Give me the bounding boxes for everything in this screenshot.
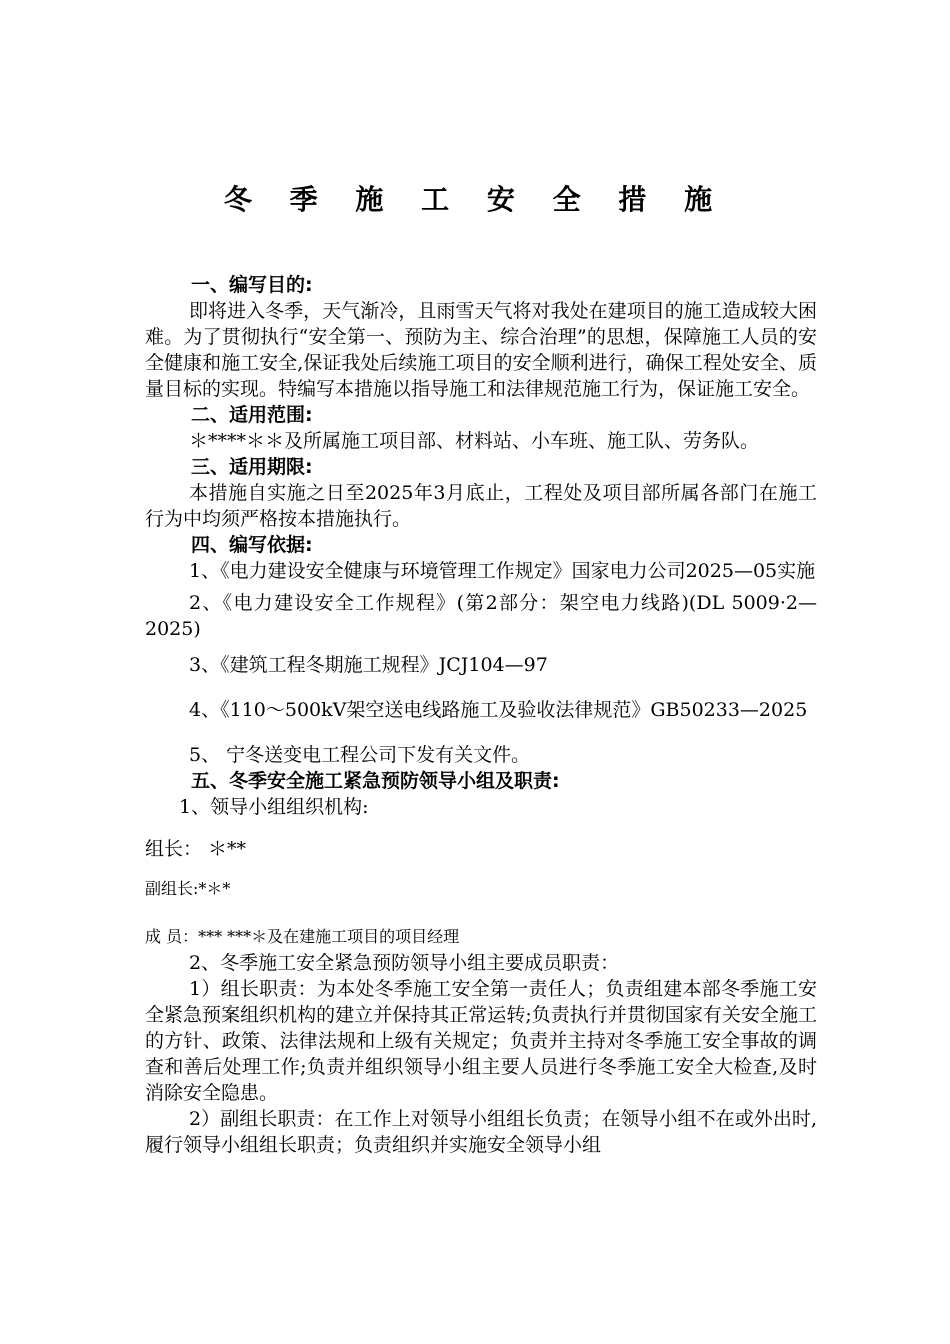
section-3-paragraph: 本措施自实施之日至2025年3月底止，工程处及项目部所属各部门在施工行为中均须严格按本措施执行。	[145, 482, 817, 530]
reference-item-5: 5、 宁冬送变电工程公司下发有关文件。	[189, 744, 531, 766]
reference-item-4: 4、《110～500kV架空送电线路施工及验收法律规范》GB50233—2025	[189, 699, 808, 721]
reference-item-2: 2、《电力建设安全工作规程》(第2部分：架空电力线路)(DL 5009·2—2025)	[145, 592, 817, 640]
document-title: 冬 季 施 工 安 全 措 施	[223, 183, 727, 216]
section-2-heading: 二、适用范围:	[191, 404, 313, 426]
deputy-duty-paragraph: 2）副组长职责：在工作上对领导小组组长负责；在领导小组不在或外出时,履行领导小组组长职责；负责组织并实施安全领导小组	[145, 1108, 817, 1156]
leader-duty-paragraph: 1）组长职责：为本处冬季施工安全第一责任人；负责组建本部冬季施工安全紧急预案组织机构的建立并保持其正常运转;负责执行并贯彻国家有关安全施工的方针、政策、法律法规和上级有关规定；负责并主持对冬季施工安全事故的调查和善后处理工作;负责并组织领导小组主要人员进行冬季施工安全大检查,及时消除安全隐患。	[145, 978, 817, 1104]
section-5-heading: 五、冬季安全施工紧急预防领导小组及职责:	[191, 770, 560, 792]
section-3-heading: 三、适用期限:	[191, 456, 313, 478]
leader-line: 组长： ＊**	[145, 838, 247, 860]
section-5-sub1: 1、领导小组组织机构:	[179, 796, 369, 818]
reference-item-3: 3、《建筑工程冬期施工规程》JCJ104—97	[189, 654, 548, 676]
members-line: 成 员：*** ***＊及在建施工项目的项目经理	[145, 927, 460, 946]
section-4-heading: 四、编写依据:	[191, 534, 313, 556]
deputy-line: 副组长:*＊*	[145, 879, 231, 898]
section-5-sub2: 2、冬季施工安全紧急预防领导小组主要成员职责：	[189, 952, 620, 974]
section-1-heading: 一、编写目的:	[191, 274, 313, 296]
reference-item-1: 1、《电力建设安全健康与环境管理工作规定》国家电力公司2025—05实施	[189, 560, 816, 582]
section-2-paragraph: ＊****＊＊及所属施工项目部、材料站、小车班、施工队、劳务队。	[189, 430, 760, 452]
section-1-paragraph: 即将进入冬季，天气渐冷，且雨雪天气将对我处在建项目的施工造成较大困难。为了贯彻执行“安全第一、预防为主、综合治理”的思想，保障施工人员的安全健康和施工安全,保证我处后续施工项目的安全顺利进行，确保工程处安全、质量目标的实现。特编写本措施以指导施工和法律规范施工行为，保证施工安全。	[145, 300, 817, 400]
document-body	[145, 272, 817, 1158]
